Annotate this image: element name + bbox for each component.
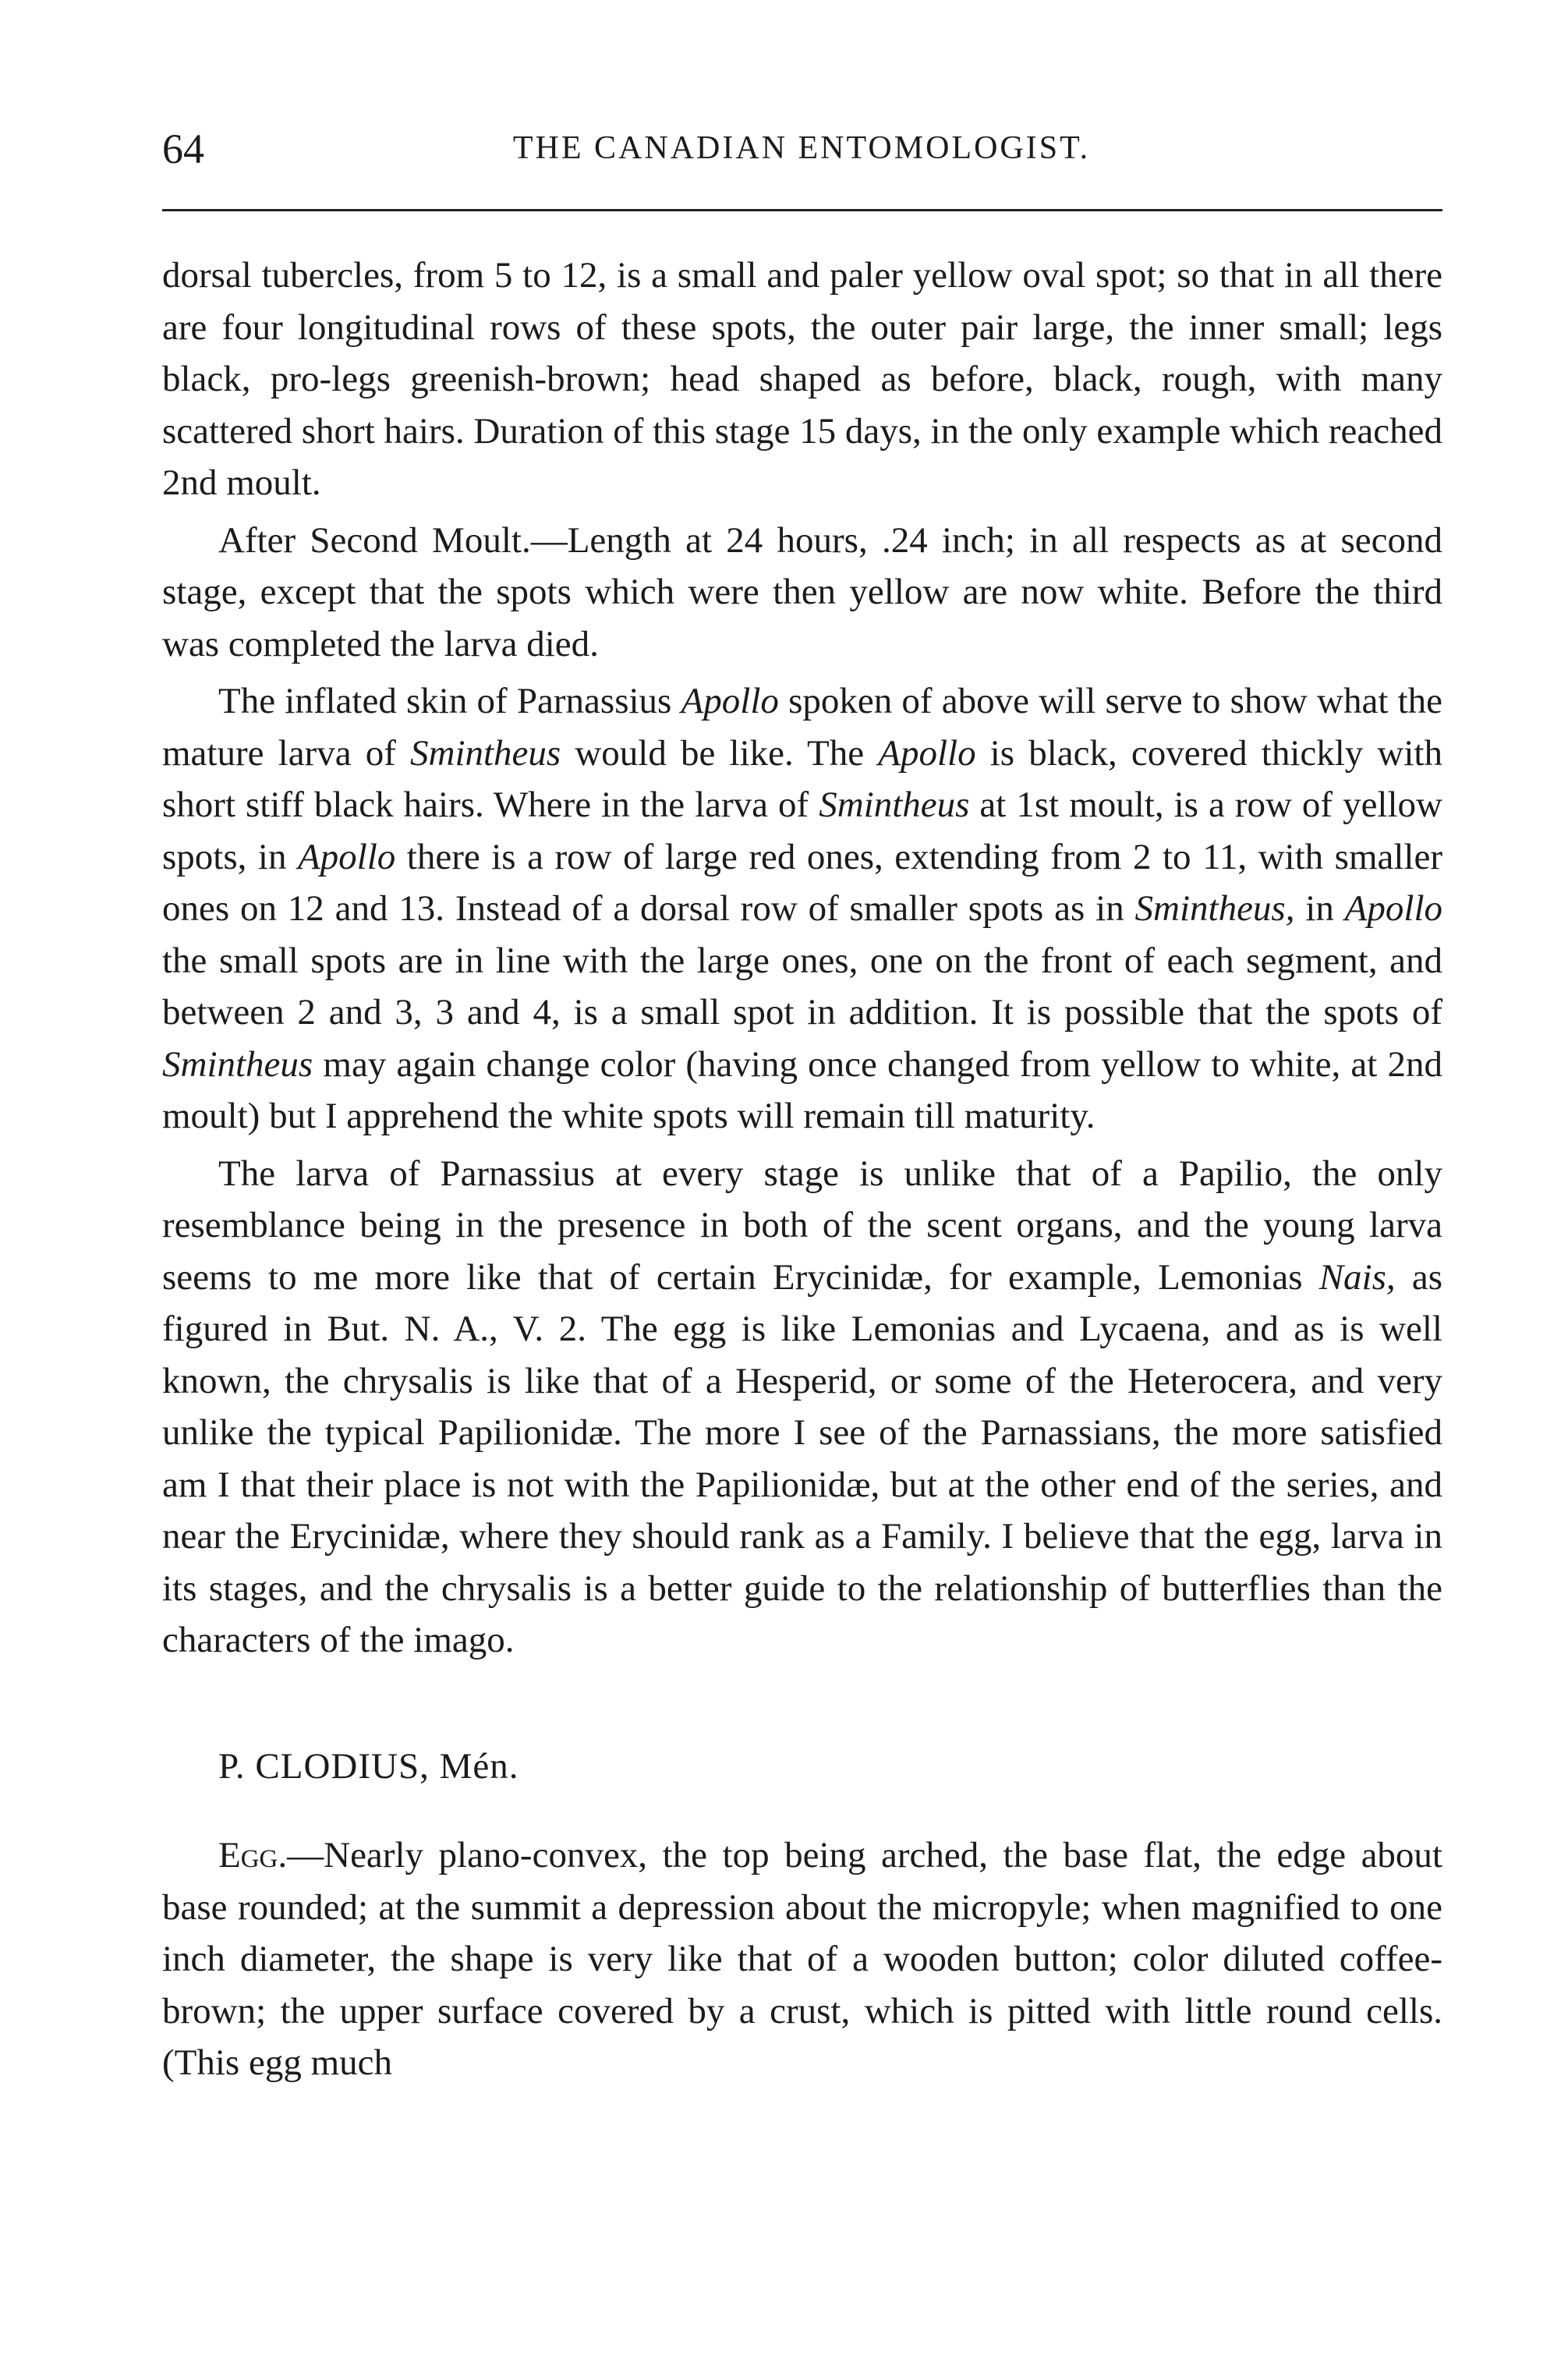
italic-term: Smintheus: [819, 785, 970, 825]
paragraph: [162, 1148, 1442, 1667]
text-run: After Second Moult.—Length at 24 hours, .24 inch; in all respects as at second stage, except that the spots which were then yellow are now white. Before the third was completed the larva died.: [162, 519, 1442, 664]
text-run: spoken of above will serve to show what the mature larva of: [162, 681, 1443, 774]
paragraph: [162, 250, 1442, 509]
text-run: as figured in But. N. A., V. 2. The egg is like Lemonias and Lycaena, and as is well known, the chrysalis is like that of a Hesperid, or some of the Heterocera, and very unlike the typical Papilionidæ. The more I see of the Parnassians, the more satisfied am I that their place is not with the Papilionidæ, but at the other end of the series, and near the Erycinidæ, where they should rank as a Family. I believe that the egg, larva in its stages, and the chrysalis is a better guide to the relationship of butterflies than the characters of the imago.: [162, 1256, 1442, 1660]
page-number: 64: [162, 126, 204, 172]
text-run: would be like. The: [561, 732, 879, 774]
egg-label: Egg.: [218, 1835, 288, 1876]
text-run: dorsal tubercles, from 5 to 12, is a small and paler yellow oval spot; so that in all there are four longitudinal rows of these spots, the outer pair large, the inner small; legs black, pro-legs greenish-brown; head shaped as before, black, rough, with many scattered short hairs. Duration of this stage 15 days, in the only example which reached 2nd moult.: [162, 255, 1442, 503]
italic-term: Smintheus: [162, 1043, 313, 1085]
text-run: The larva of Parnassius at every stage is unlike that of a Papilio, the only resemblance being in the presence in both of the scent organs, and the young larva seems to me more like that of certain Erycinidæ, for example, Lemonias: [162, 1153, 1442, 1298]
italic-term: Apollo: [297, 836, 396, 877]
italic-term: Nais,: [1318, 1256, 1396, 1298]
text-run: there is a row of large red ones, extending from 2 to 11, with smaller ones on 12 and 13. Instead of a dorsal row of smaller spots as in: [162, 836, 1442, 929]
italic-term: Smintheus: [410, 732, 561, 774]
page-header: [162, 125, 1441, 179]
paragraph: [162, 675, 1442, 1142]
italic-term: Apollo: [681, 681, 779, 721]
header-rule: [162, 209, 1442, 211]
paragraph: [162, 515, 1442, 671]
egg-paragraph: [162, 1829, 1442, 2089]
egg-text: —Nearly plano-convex, the top being arched, the base flat, the edge about base rounded; at the summit a depression about the micropyle; when magnified to one inch diameter, the shape is very like that of a wooden button; color diluted coffee-brown; the upper surface covered by a crust, which is pitted with little round cells. (This egg much: [162, 1835, 1442, 2083]
italic-term: Apollo: [878, 732, 976, 774]
text-run: in: [1294, 888, 1345, 929]
section-heading: P. CLODIUS, Mén.: [218, 1745, 519, 1787]
text-run: at 1st moult, is a row of yellow spots, in: [162, 785, 1442, 877]
text-run: The inflated skin of Parnassius: [218, 681, 681, 721]
italic-term: Smintheus,: [1134, 888, 1295, 929]
italic-term: Apollo: [1344, 888, 1442, 929]
text-run: the small spots are in line with the large ones, one on the front of each segment, and between 2 and 3, 3 and 4, is a small spot in addition. It is possible that the spots of: [162, 940, 1442, 1033]
text-run: may again change color (having once changed from yellow to white, at 2nd moult) but I apprehend the white spots will remain till maturity.: [162, 1043, 1442, 1136]
body-text: [162, 250, 1442, 2089]
text-run: is black, covered thickly with short stiff black hairs. Where in the larva of: [162, 732, 1442, 825]
running-title: THE CANADIAN ENTOMOLOGIST.: [512, 130, 1091, 166]
